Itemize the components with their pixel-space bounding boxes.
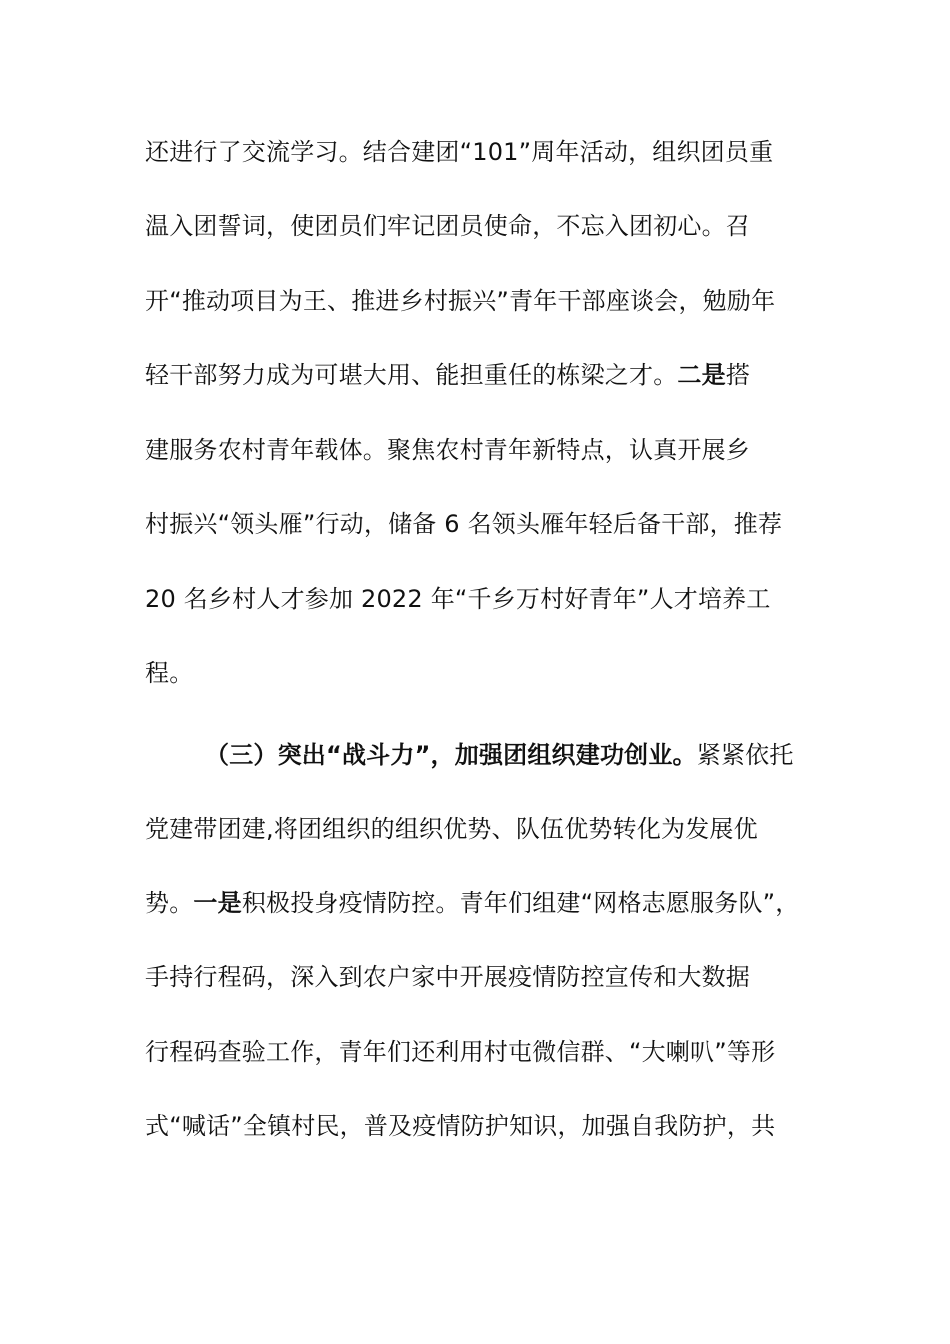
body-line-5: 建服务农村青年载体。聚焦农村青年新特点，认真开展乡 [145, 436, 750, 464]
body-text: 势。 [145, 889, 194, 917]
body-text: 紧紧依托 [696, 741, 794, 769]
section-heading: （三）突出“战斗力”，加强团组织建功创业。 [205, 741, 697, 769]
body-line-12: 手持行程码，深入到农户家中开展疫情防控宣传和大数据 [145, 963, 750, 991]
body-line-6: 村振兴“领头雁”行动，储备 6 名领头雁年轻后备干部，推荐 [145, 510, 783, 538]
body-line-14: 式“喊话”全镇村民，普及疫情防护知识，加强自我防护，共 [145, 1112, 776, 1140]
body-line-11 [145, 888, 825, 918]
body-text: 积极投身疫情防控。青年们组建“网格志愿服务队”， [241, 889, 800, 917]
body-line-4 [145, 360, 825, 390]
body-line-3: 开“推动项目为王、推进乡村振兴”青年干部座谈会，勉励年 [145, 287, 776, 315]
emphasis-text: 一是 [193, 889, 242, 917]
body-line-2: 温入团誓词，使团员们牢记团员使命，不忘入团初心。召 [145, 212, 750, 240]
body-text: 搭 [725, 361, 751, 389]
body-text: 轻干部努力成为可堪大用、能担重任的栋梁之才。 [145, 361, 678, 389]
body-line-7: 20 名乡村人才参加 2022 年“千乡万村好青年”人才培养工 [145, 585, 771, 613]
emphasis-text: 二是 [677, 361, 726, 389]
body-line-13: 行程码查验工作，青年们还利用村屯微信群、“大喇叭”等形 [145, 1038, 776, 1066]
body-line-8: 程。 [145, 659, 194, 687]
section-heading-line [205, 740, 825, 770]
body-line-1: 还进行了交流学习。结合建团“101”周年活动，组织团员重 [145, 138, 774, 166]
body-line-10: 党建带团建,将团组织的组织优势、队伍优势转化为发展优 [145, 815, 758, 843]
